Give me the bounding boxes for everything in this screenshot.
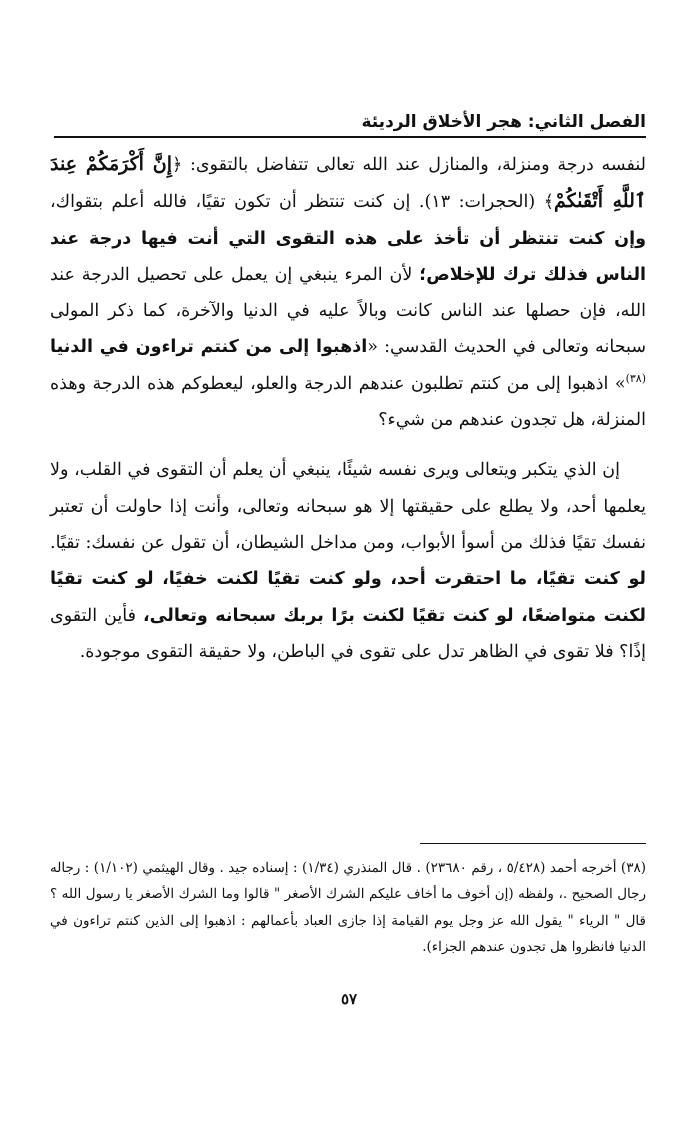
- paragraph-1: [50, 146, 646, 438]
- paragraph-1-text-d: » اذهبوا إلى من كنتم تطلبون عندهم الدرجة والعلو، ليعطوكم هذه الدرجة وهذه المنزلة، هل تجدون عندهم من شيء؟: [50, 373, 646, 431]
- header-rule: [54, 136, 646, 138]
- paragraph-2-bold: لو كنت تقيًا، ما احتقرت أحد، ولو كنت تقيًا لكنت خفيًا، لو كنت تقيًا لكنت متواضعًا، لو كنت تقيًا لكنت برًا بربك سبحانه وتعالى،: [50, 569, 646, 626]
- paragraph-2-text-b: فأين التقوى إذًا؟ فلا تقوى في الظاهر تدل على تقوى في الباطن، ولا حقيقة التقوى موجودة.: [50, 605, 646, 662]
- chapter-title: الفصل الثاني: هجر الأخلاق الرديئة: [361, 112, 646, 132]
- footnotes: [50, 855, 646, 961]
- running-header: [54, 112, 646, 138]
- paragraph-1-text-a: لنفسه درجة ومنزلة، والمنازل عند الله تعالى تتفاضل بالتقوى: ﴿: [171, 155, 646, 175]
- footnote-38: (٣٨) أخرجه أحمد (٥/٤٢٨ ، رقم ٢٣٦٨٠) . قال المنذري (١/٣٤) : إسناده جيد . وقال الهيثمي (١/١٠٢) : رجاله رجال الصحيح .، ولفظه (إن أخوف ما أخاف عليكم الشرك الأصغر " قالوا وما الشرك الأصغر يا رسول الله ؟ قال " الرياء " يقول الله عز وجل يوم القيامة إذا جازى العباد بأعمالهم : اذهبوا إلى الذين كنتم تراءون في الدنيا فانظروا هل تجدون عندهم الجزاء).: [50, 860, 646, 956]
- quran-verse: إِنَّ أَكْرَمَكُمْ عِندَ ٱللَّهِ أَتْقَىٰكُمْ: [50, 153, 646, 213]
- paragraph-2: [50, 452, 646, 670]
- paragraph-1-text-c: لأن المرء ينبغي إن يعمل على تحصيل الدرجة عند الله، فإن حصلها عند الناس كانت وبالاً عليه في الدنيا والآخرة، كما ذكر المولى سبحانه وتعالى في الحديث القدسي: «: [50, 264, 647, 358]
- paragraph-2-text-a: إن الذي يتكبر ويتعالى ويرى نفسه شيئًا، ينبغي أن يعلم أن التقوى في القلب، ولا يعلمها أحد، ولا يطلع على حقيقتها إلا هو سبحانه وتعالى، وأنت إذا حاولت أن تعتبر نفسك تقيًا فذلك من أسوأ الأبواب، ومن مداخل الشيطان، أن تقول عن نفسك: تقيًا.: [50, 460, 646, 553]
- footnote-separator: [420, 843, 646, 844]
- hadith-quote: اذهبوا إلى من كنتم تراءون في الدنيا: [50, 337, 368, 358]
- paragraph-1-bold: وإن كنت تنتظر أن تأخذ على هذه التقوى التي أنت فيها درجة عند الناس فذلك ترك للإخلاص؛: [50, 228, 647, 285]
- page-number: ٥٧: [340, 990, 358, 1008]
- footnote-reference[interactable]: (٣٨): [625, 371, 646, 385]
- main-text: [50, 146, 646, 670]
- paragraph-1-text-b: ﴾ (الحجرات: ١٣). إن كنت تنتظر أن تكون تقيًا، فالله أعلم بتقواك،: [50, 192, 554, 213]
